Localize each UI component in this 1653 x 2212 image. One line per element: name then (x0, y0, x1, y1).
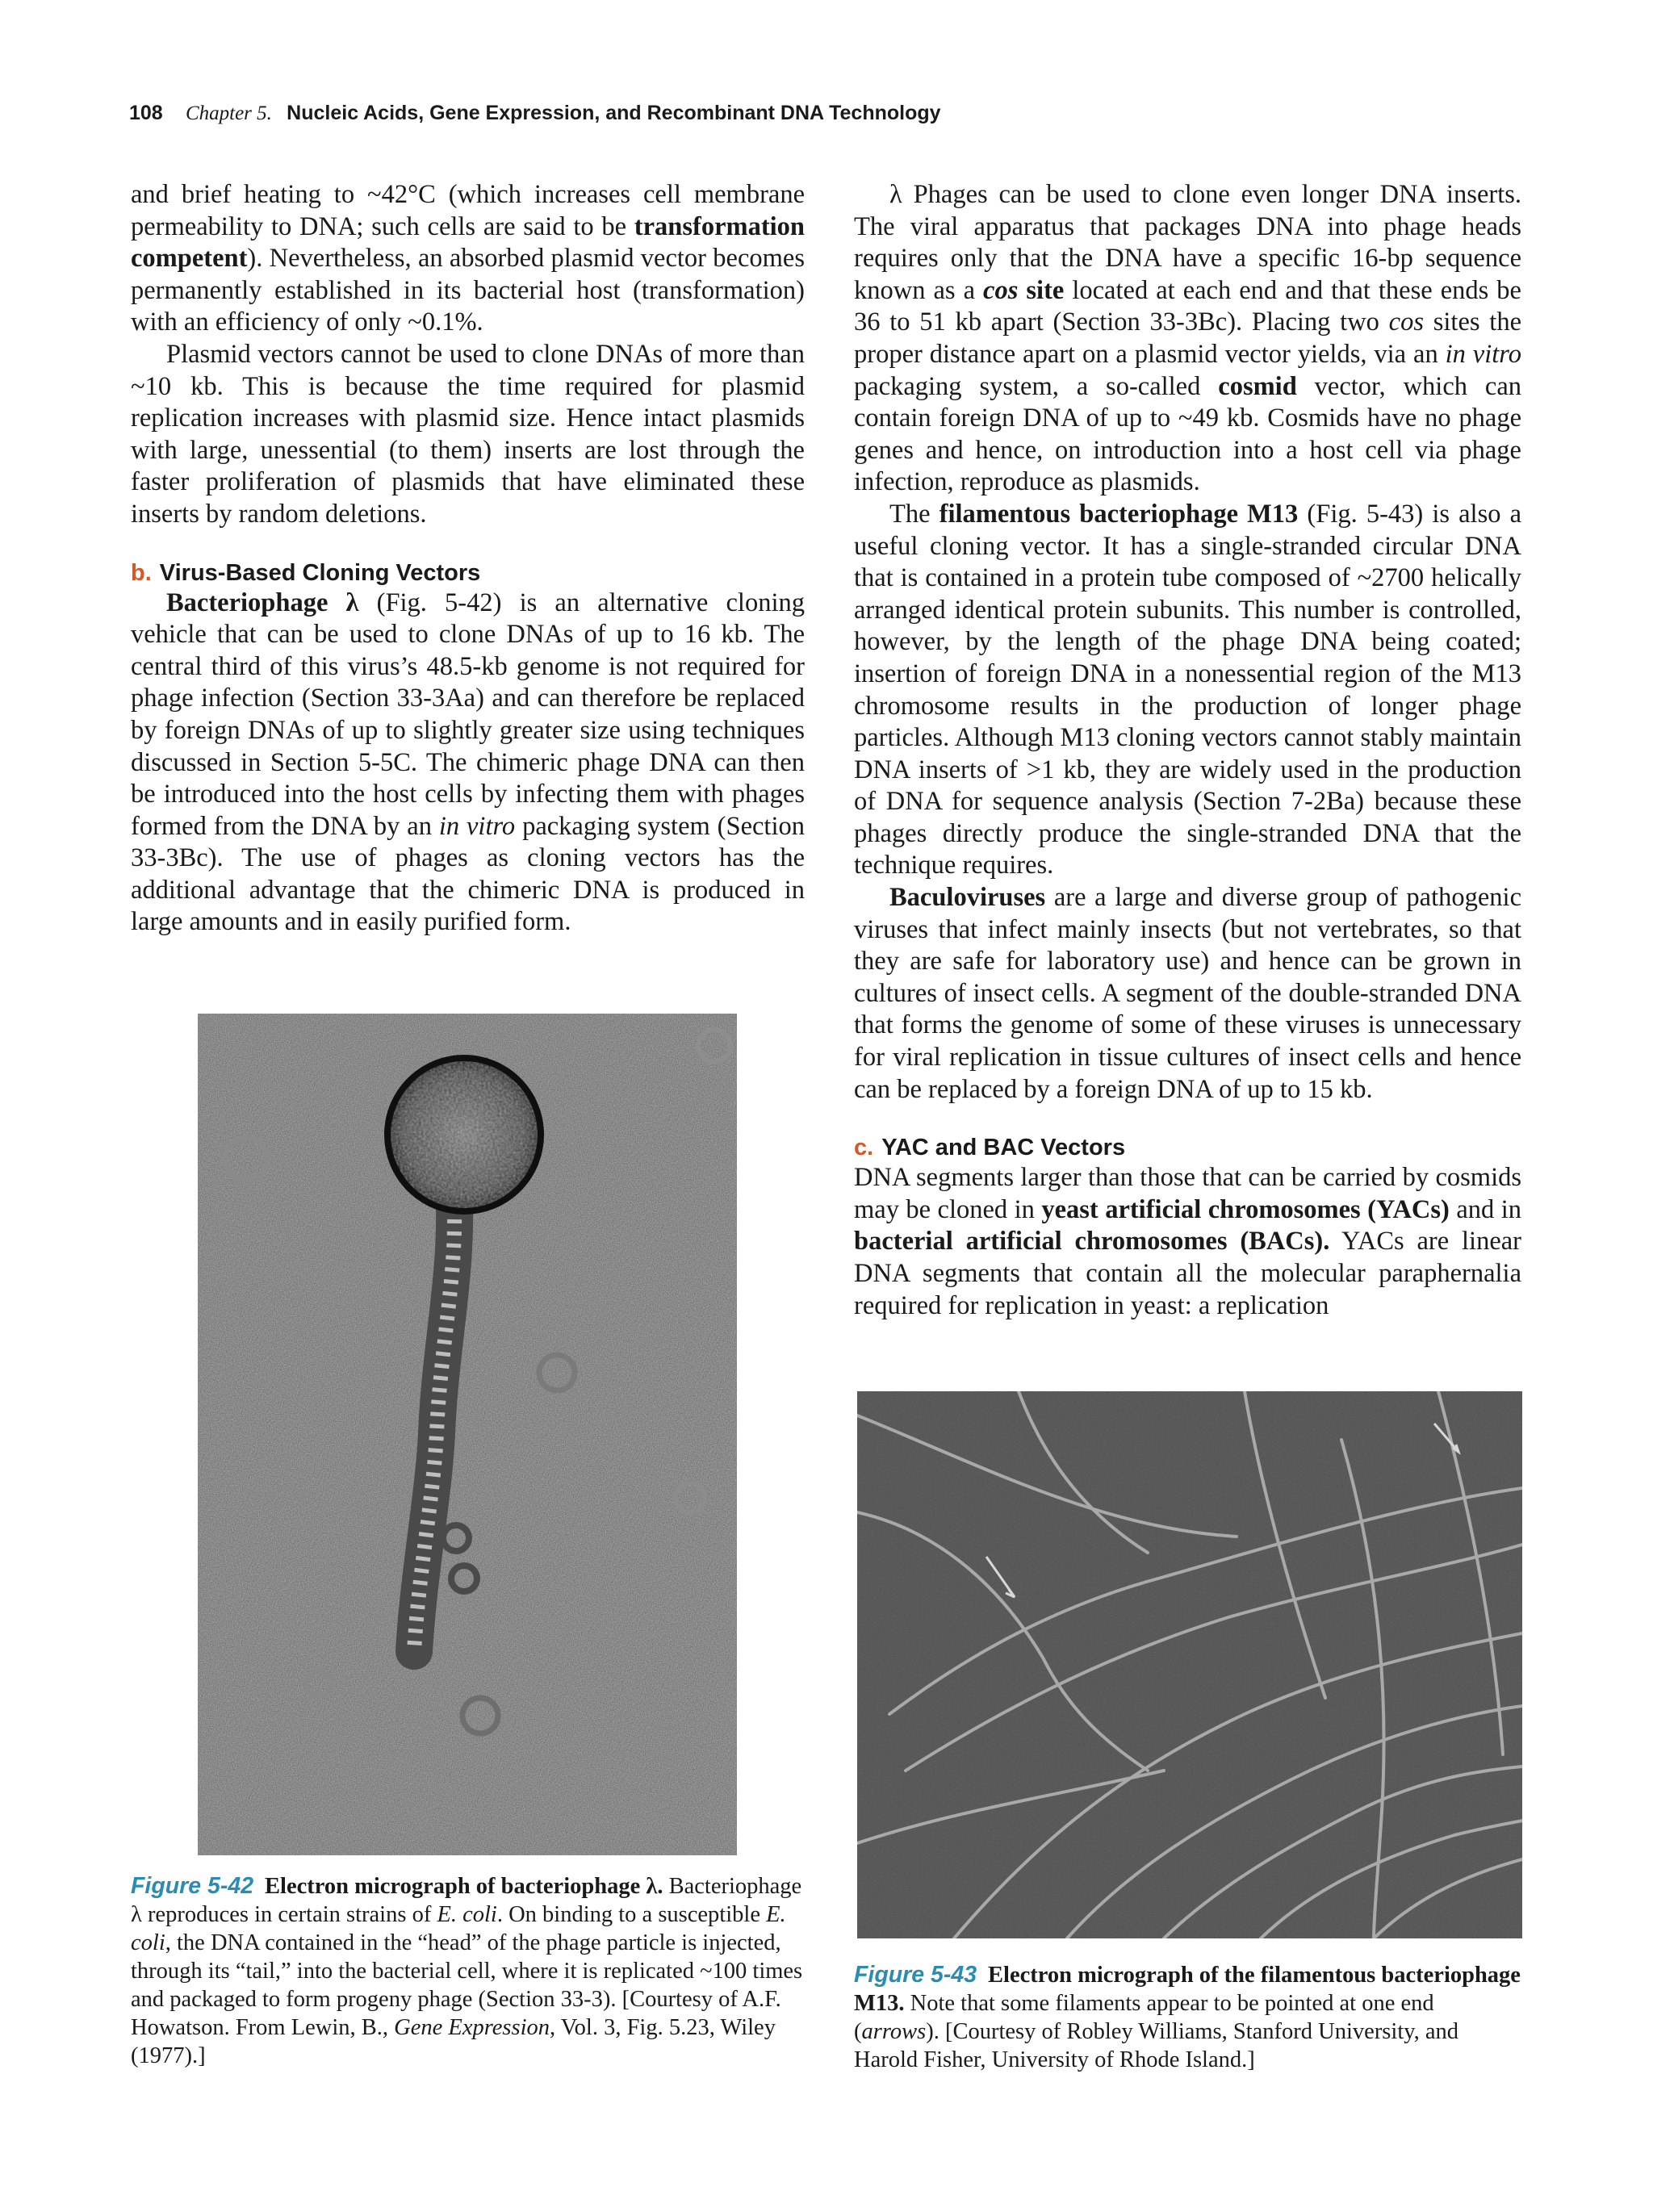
paragraph: DNA segments larger than those that can be carried by cosmids may be cloned in yeast artificial chromosomes (YACs) and in bacterial artificial chromosomes (BACs). YACs are linear DNA segments that contain all the molecular paraphernalia required for replication in yeast: a replication (854, 1163, 1521, 1320)
left-column (131, 179, 805, 939)
paragraph: and brief heating to ~42°C (which increases cell membrane permeability to DNA; such cells are said to be transformation competent). Nevertheless, an absorbed plasmid vector becomes permanently established in its bacterial host (transformation) with an efficiency of only ~0.1%. (131, 180, 805, 337)
figure-label: Figure 5-42 (131, 1873, 254, 1899)
m13-filaments-micrograph (857, 1391, 1522, 1938)
paragraph: The filamentous bacteriophage M13 (Fig. 5-43) is also a useful cloning vector. It has a single-stranded circular DNA that is contained in a protein tube composed of ~2700 helically arranged identical protein subunits. This number is controlled, however, by the length of the phage DNA being coated; insertion of foreign DNA in a nonessential region of the M13 chromosome results in the production of longer phage particles. Although M13 cloning vectors cannot stably maintain DNA inserts of >1 kb, they are widely used in the production of DNA for sequence analysis (Section 7-2Ba) because these phages directly produce the single-stranded DNA that the technique requires. (854, 499, 1522, 880)
chapter-title: Nucleic Acids, Gene Expression, and Recombinant DNA Technology (287, 102, 941, 124)
section-heading-b: b. Virus-Based Cloning Vectors (131, 559, 481, 586)
figure-5-43-caption: Figure 5-43 Electron micrograph of the filamentous bacteriophage M13. Note that some filaments appear to be pointed at one end (arrows). [Courtesy of Robley Williams, Stanford University, and Harold Fisher, University of Rhode Island.] (854, 1962, 1521, 2072)
section-heading-c: c. YAC and BAC Vectors (854, 1135, 1126, 1161)
running-head (129, 102, 941, 125)
figure-5-42-caption: Figure 5-42 Electron micrograph of bacteriophage λ. Bacteriophage λ reproduces in certain strains of E. coli. On binding to a susceptible E. coli, the DNA contained in the “head” of the phage particle is injected, through its “tail,” into the bacterial cell, where it is replicated ~100 times and packaged to form progeny phage (Section 33-3). [Courtesy of A.F. Howatson. From Lewin, B., Gene Expression, Vol. 3, Fig. 5.23, Wiley (1977).] (131, 1873, 803, 2068)
paragraph: Bacteriophage λ (Fig. 5-42) is an alternative cloning vehicle that can be used to clone DNAs of up to 16 kb. The central third of this virus’s 48.5-kb genome is not required for phage infection (Section 33-3Aa) and can therefore be replaced by foreign DNAs of up to slightly greater size using techniques discussed in Section 5-5C. The chimeric phage DNA can then be introduced into the host cells by infecting them with phages formed from the DNA by an in vitro packaging system (Section 33-3Bc). The use of phages as cloning vectors has the additional advantage that the chimeric DNA is produced in large amounts and in easily purified form. (131, 587, 805, 937)
chapter-label: Chapter 5. (185, 102, 272, 124)
bacteriophage-lambda-micrograph (198, 1014, 737, 1855)
paragraph: Plasmid vectors cannot be used to clone DNAs of more than ~10 kb. This is because the time required for plasmid replication increases with plasmid size. Hence intact plasmids with large, unessential (to them) inserts are lost through the faster proliferation of plasmids that have eliminated these inserts by random deletions. (131, 339, 805, 529)
figure-label: Figure 5-43 (854, 1962, 977, 1988)
right-column (854, 179, 1521, 1322)
page-number: 108 (129, 102, 163, 124)
paragraph: λ Phages can be used to clone even longer DNA inserts. The viral apparatus that packages DNA into phage heads requires only that the DNA have a specific 16-bp sequence known as a cos site located at each end and that these ends be 36 to 51 kb apart (Section 33-3Bc). Placing two cos sites the proper distance apart on a plasmid vector yields, via an in vitro packaging system, a so-called cosmid vector, which can contain foreign DNA of up to ~49 kb. Cosmids have no phage genes and hence, on introduction into a host cell via phage infection, reproduce as plasmids. (854, 180, 1521, 497)
paragraph: Baculoviruses are a large and diverse group of pathogenic viruses that infect mainly insects (but not vertebrates, so that they are safe for laboratory use) and hence can be grown in cultures of insect cells. A segment of the double-stranded DNA that forms the genome of some of these viruses is unnecessary for viral replication in tissue cultures of insect cells and hence can be replaced by a foreign DNA of up to 15 kb. (854, 883, 1521, 1104)
